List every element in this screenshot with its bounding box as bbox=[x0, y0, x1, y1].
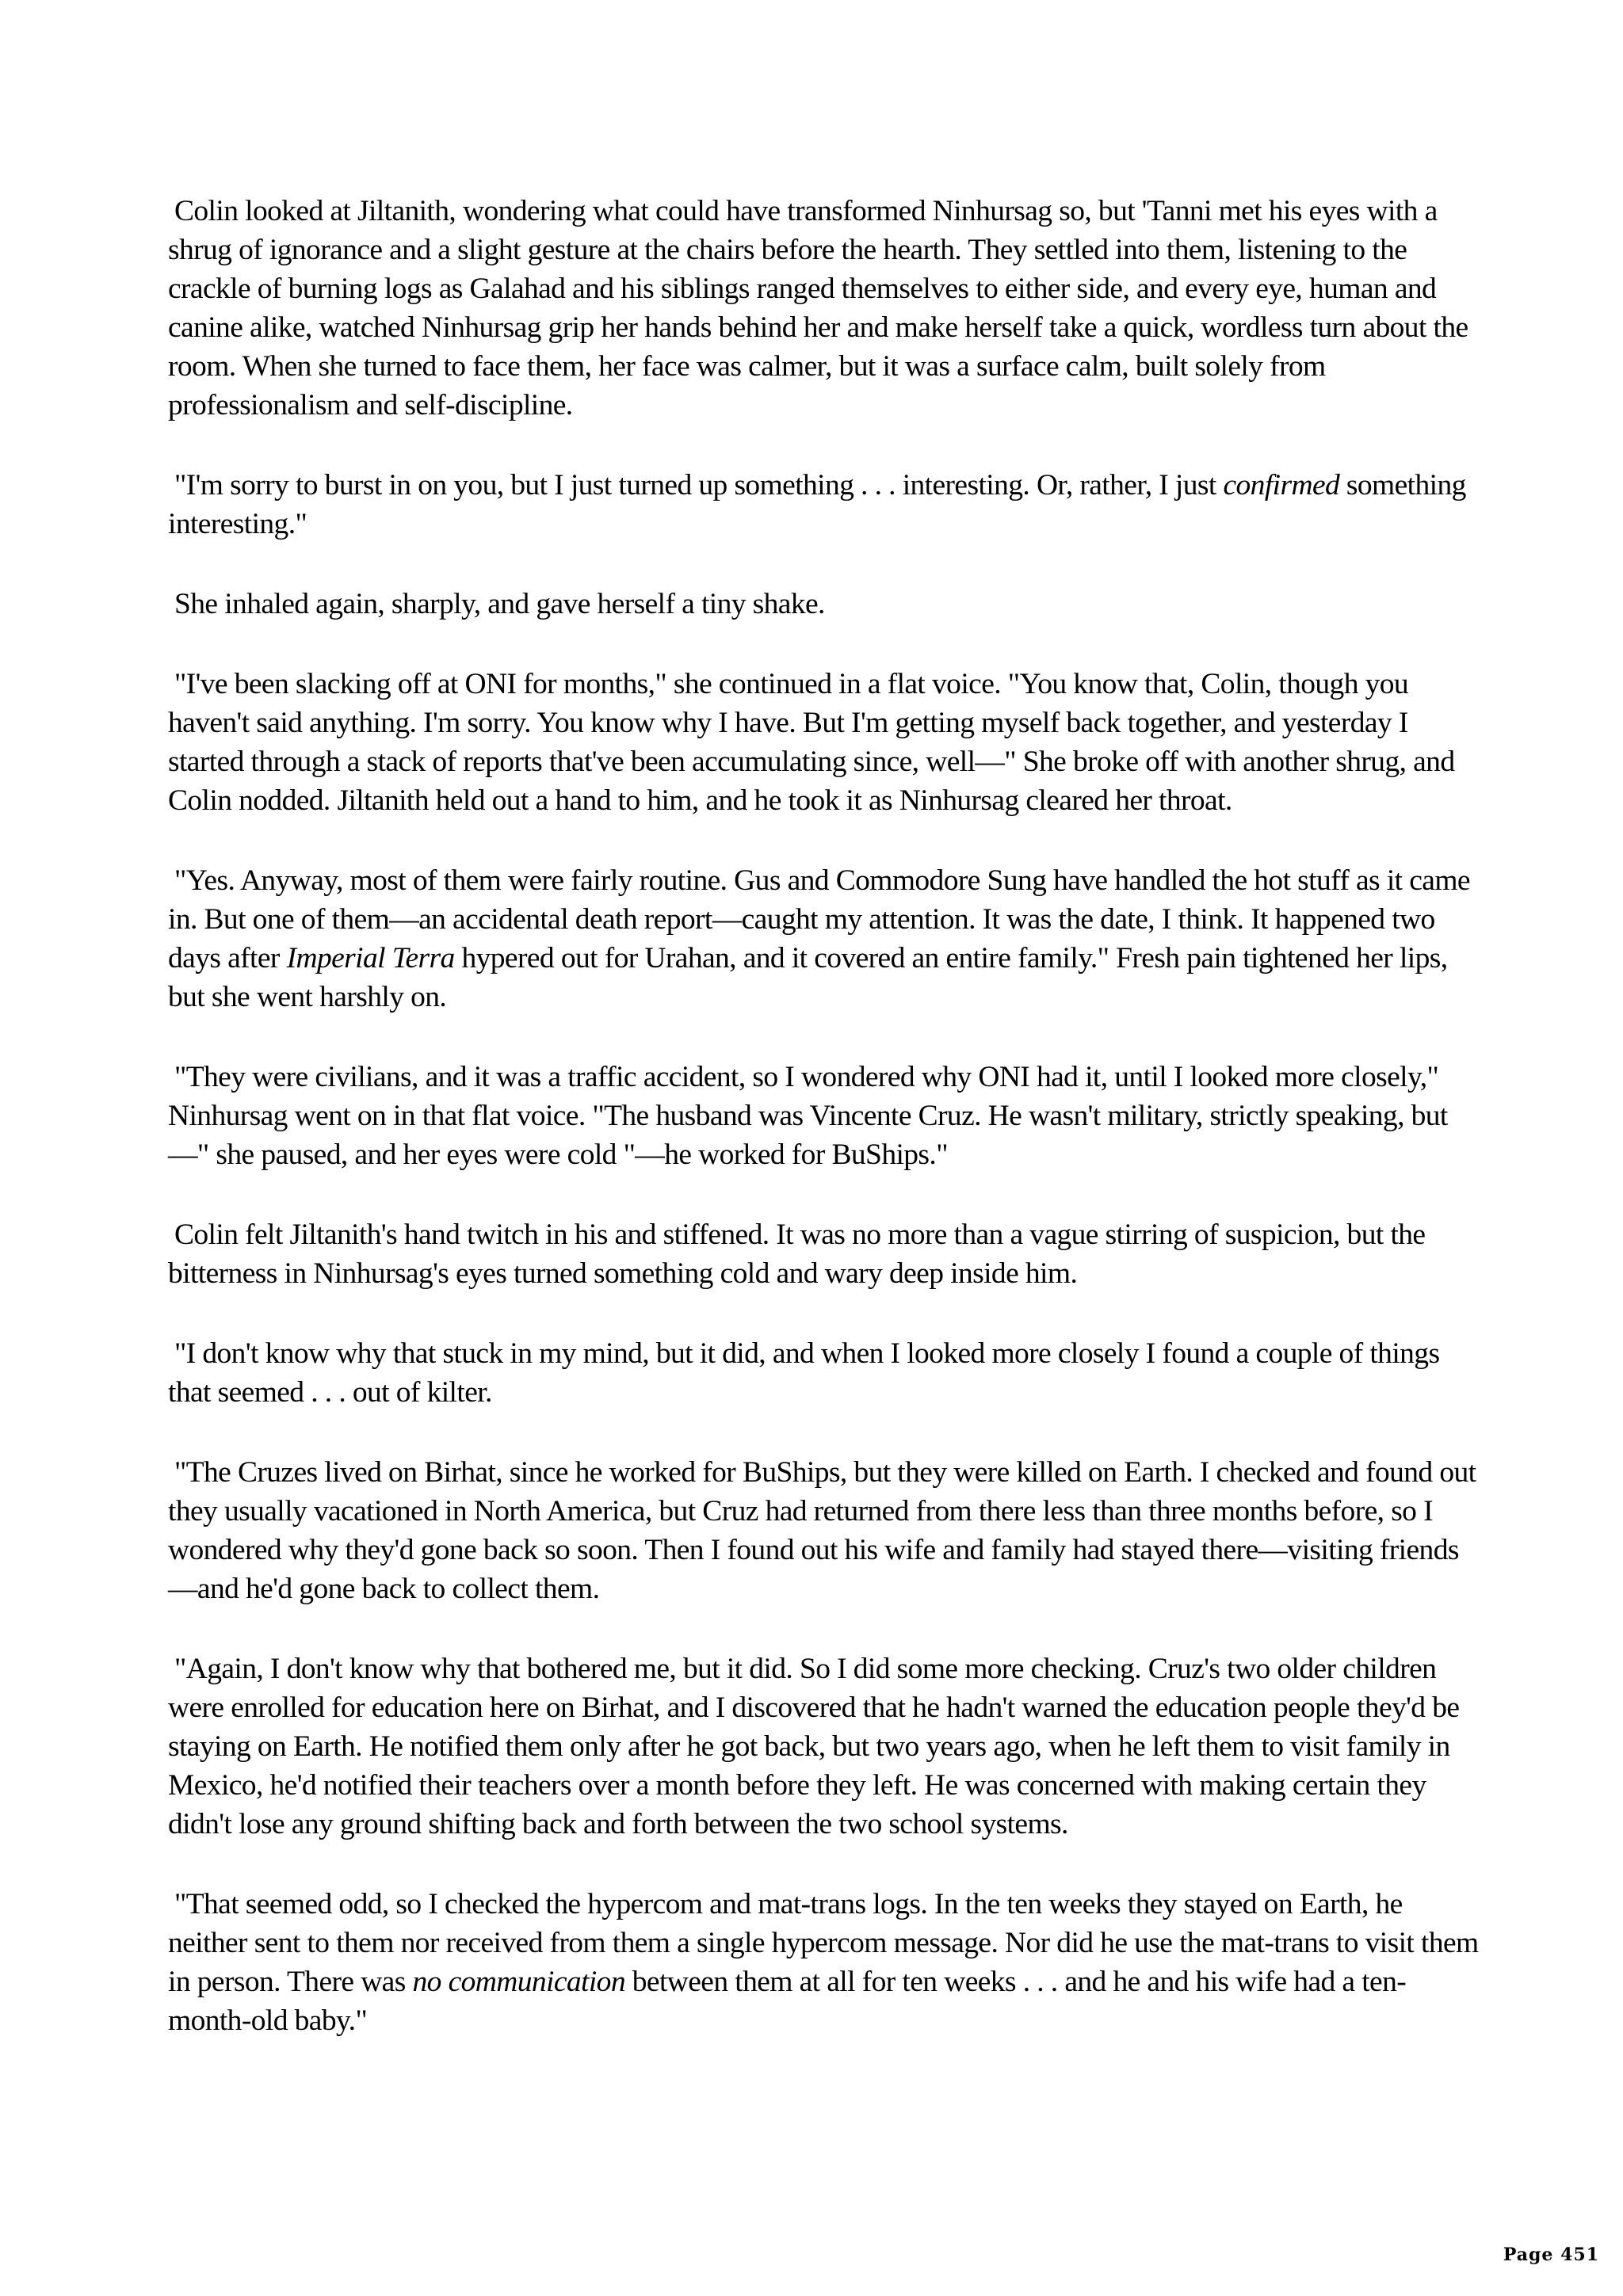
paragraph bbox=[168, 665, 1484, 820]
italic-text: Imperial Terra bbox=[286, 942, 455, 974]
paragraph-text: "Yes. Anyway, most of them were fairly routine. Gus and Commodore Sung have handled the hot stuff as it came in. But one of them—an accidental death report—caught my attention. It was the date, I think. It happened two days after bbox=[168, 864, 1470, 974]
paragraph bbox=[168, 1215, 1484, 1293]
paragraph bbox=[168, 585, 1484, 624]
paragraph-text: Colin looked at Jiltanith, wondering what could have transformed Ninhursag so, but 'Tanni met his eyes with a shrug of ignorance and a slight gesture at the chairs before the hearth. They settled into them, listening to the crackle of burning logs as Galahad and his siblings ranged themselves to either side, and every eye, human and canine alike, watched Ninhursag grip her hands behind her and make herself take a quick, wordless turn about the room. When she turned to face them, her face was calmer, but it was a surface calm, built solely from professionalism and self-discipline. bbox=[168, 195, 1468, 421]
paragraph-text: Colin felt Jiltanith's hand twitch in his and stiffened. It was no more than a vague stirring of suspicion, but the bitterness in Ninhursag's eyes turned something cold and wary deep inside him. bbox=[168, 1219, 1426, 1290]
body-text bbox=[168, 192, 1484, 2081]
paragraph-text: hypered out for Urahan, and it covered an entire family." Fresh pain tightened her lips, but she went harshly on. bbox=[168, 942, 1448, 1013]
paragraph bbox=[168, 192, 1484, 425]
paragraph-text: "They were civilians, and it was a traffic accident, so I wondered why ONI had it, until I looked more closely," Ninhursag went on in that flat voice. "The husband was Vincente Cruz. He wasn't military, strictly speaking, but—" she paused, and her eyes were cold "—he worked for BuShips." bbox=[168, 1061, 1448, 1171]
italic-text: no communication bbox=[412, 1966, 625, 1998]
paragraph bbox=[168, 1058, 1484, 1174]
paragraph-text: "The Cruzes lived on Birhat, since he worked for BuShips, but they were killed on Earth. I checked and found out they usually vacationed in North America, but Cruz had returned from there less than three months before, so I wondered why they'd gone back so soon. Then I found out his wife and family had stayed there—visiting friends—and he'd gone back to collect them. bbox=[168, 1456, 1476, 1605]
paragraph-text: "That seemed odd, so I checked the hypercom and mat-trans logs. In the ten weeks they stayed on Earth, he neither sent to them nor received from them a single hypercom message. Nor did he use the mat-trans to visit them in person. There was bbox=[168, 1888, 1479, 1998]
paragraph bbox=[168, 1885, 1484, 2040]
paragraph-text: "I don't know why that stuck in my mind, but it did, and when I looked more closely I found a couple of things that seemed . . . out of kilter. bbox=[168, 1337, 1440, 1409]
paragraph-text: between them at all for ten weeks . . . and he and his wife had a ten-month-old baby." bbox=[168, 1966, 1407, 2037]
paragraph bbox=[168, 1453, 1484, 1608]
paragraph-text: "I'm sorry to burst in on you, but I just turned up something . . . interesting. Or, rather, I just bbox=[174, 469, 1224, 502]
paragraph-text: "Again, I don't know why that bothered me, but it did. So I did some more checking. Cruz's two older children were enrolled for education here on Birhat, and I discovered that he hadn't warned the education people they'd be staying on Earth. He notified them only after he got back, but two years ago, when he left them to visit family in Mexico, he'd notified their teachers over a month before they left. He was concerned with making certain they didn't lose any ground shifting back and forth between the two school systems. bbox=[168, 1653, 1460, 1840]
paragraph bbox=[168, 466, 1484, 543]
paragraph-text: something interesting." bbox=[168, 469, 1466, 540]
paragraph bbox=[168, 861, 1484, 1016]
paragraph bbox=[168, 1650, 1484, 1844]
italic-text: confirmed bbox=[1223, 469, 1340, 502]
paragraph-text: "I've been slacking off at ONI for months," she continued in a flat voice. "You know that, Colin, though you haven't said anything. I'm sorry. You know why I have. But I'm getting myself back together, and yesterday I started through a stack of reports that've been accumulating since, well—" She broke off with another shrug, and Colin nodded. Jiltanith held out a hand to him, and he took it as Ninhursag cleared her throat. bbox=[168, 668, 1455, 817]
paragraph-text: She inhaled again, sharply, and gave herself a tiny shake. bbox=[174, 588, 825, 620]
page-number: Page 451 bbox=[1503, 2245, 1599, 2265]
paragraph bbox=[168, 1334, 1484, 1412]
